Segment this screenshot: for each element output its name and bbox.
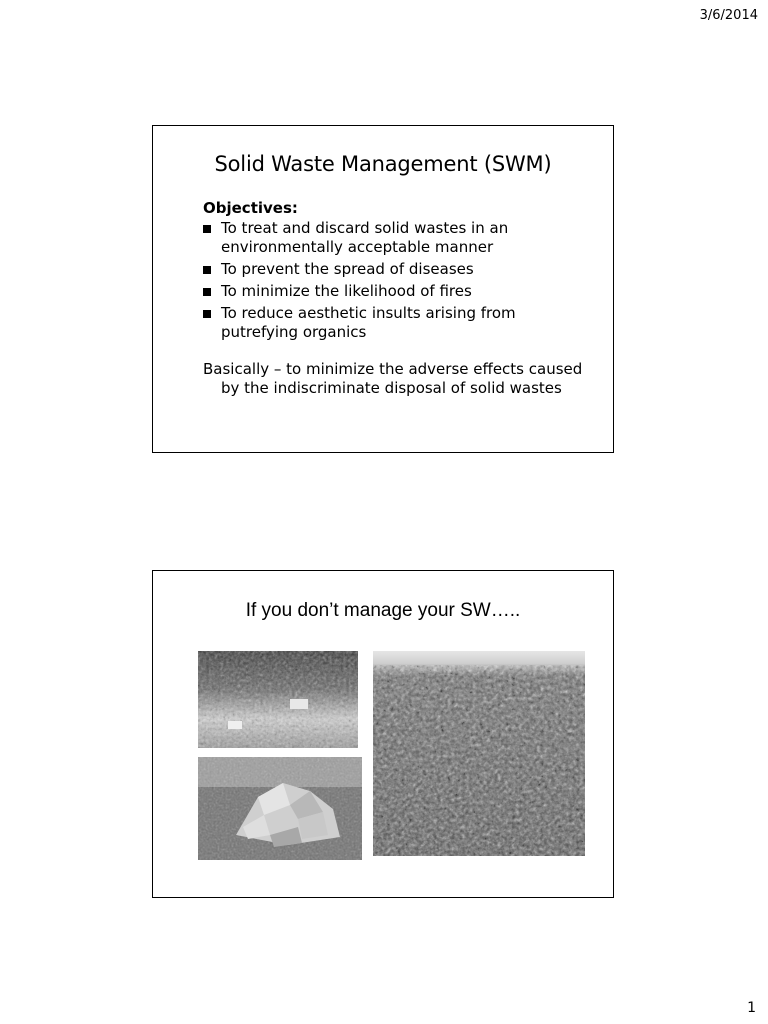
bullet-text: To minimize the likelihood of fires xyxy=(221,282,472,300)
list-item xyxy=(203,304,593,342)
square-bullet-icon xyxy=(203,288,211,296)
list-item xyxy=(203,282,593,301)
square-bullet-icon xyxy=(203,310,211,318)
cardboard-pile-image xyxy=(198,757,362,860)
objectives-list xyxy=(203,219,593,342)
bullet-text: To reduce aesthetic insults arising from putrefying organics xyxy=(221,304,516,341)
objectives-heading: Objectives: xyxy=(203,199,298,217)
list-item xyxy=(203,219,593,257)
summary-text: Basically – to minimize the adverse effects caused by the indiscriminate disposal of solid wastes xyxy=(203,360,583,397)
slide-unmanaged-waste xyxy=(152,570,614,898)
cardboard-pile-photo xyxy=(198,757,362,860)
bullet-text: To prevent the spread of diseases xyxy=(221,260,474,278)
waste-dump-photo xyxy=(198,651,358,748)
landfill-photo xyxy=(373,651,585,856)
page-date: 3/6/2014 xyxy=(699,8,758,23)
slide-body xyxy=(203,199,593,398)
square-bullet-icon xyxy=(203,266,211,274)
slide-swm-objectives xyxy=(152,125,614,453)
page-number: 1 xyxy=(747,1000,756,1016)
landfill-image xyxy=(373,651,585,856)
waste-dump-image xyxy=(198,651,358,748)
slide-title: If you don’t manage your SW….. xyxy=(245,600,521,621)
square-bullet-icon xyxy=(203,225,211,233)
list-item xyxy=(203,260,593,279)
slide-title: Solid Waste Management (SWM) xyxy=(214,152,552,176)
bullet-text: To treat and discard solid wastes in an environmentally acceptable manner xyxy=(221,219,509,256)
